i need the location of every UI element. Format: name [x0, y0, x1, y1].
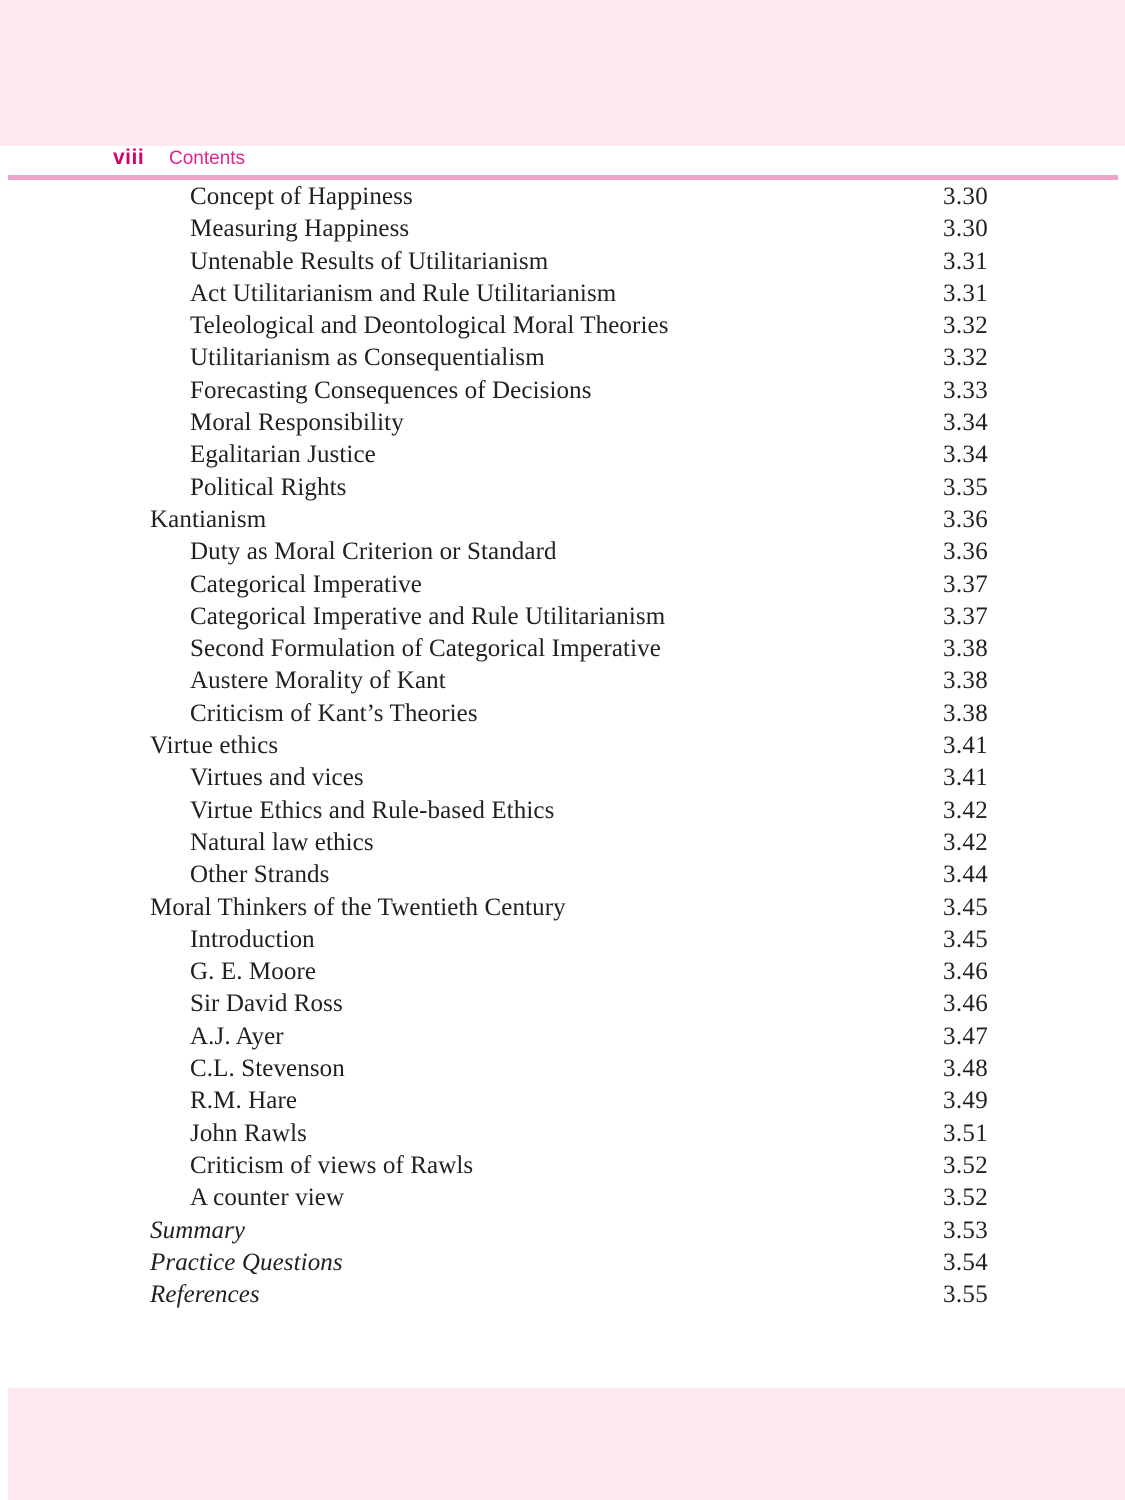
toc-entry-title: Forecasting Consequences of Decisions — [190, 376, 592, 404]
toc-entry[interactable] — [0, 504, 1125, 536]
toc-entry-page-number: 3.52 — [943, 1151, 988, 1179]
toc-entry[interactable] — [0, 1279, 1125, 1311]
toc-entry[interactable] — [0, 730, 1125, 762]
toc-entry-title: Moral Thinkers of the Twentieth Century — [150, 893, 566, 921]
toc-entry[interactable] — [0, 827, 1125, 859]
toc-entry[interactable] — [0, 310, 1125, 342]
toc-entry[interactable] — [0, 1118, 1125, 1150]
toc-entry-title: Austere Morality of Kant — [190, 667, 446, 695]
toc-entry-page-number: 3.42 — [943, 796, 988, 824]
toc-entry-page-number: 3.45 — [943, 925, 988, 953]
toc-entry[interactable] — [0, 213, 1125, 245]
toc-entry-title: Egalitarian Justice — [190, 441, 376, 469]
toc-entry-title: R.M. Hare — [190, 1087, 298, 1115]
toc-entry-page-number: 3.54 — [943, 1248, 988, 1276]
toc-entry-title: Second Formulation of Categorical Imperative — [190, 635, 661, 663]
toc-entry-title: Criticism of Kant’s Theories — [190, 699, 478, 727]
toc-entry-page-number: 3.38 — [943, 667, 988, 695]
toc-entry-page-number: 3.55 — [943, 1281, 988, 1309]
page-top-bleed-band — [0, 0, 1125, 146]
toc-entry-title: A.J. Ayer — [190, 1022, 284, 1050]
toc-entry-title: Teleological and Deontological Moral Theories — [190, 312, 669, 340]
toc-entry-title: Categorical Imperative — [190, 570, 422, 598]
toc-entry-title: Natural law ethics — [190, 828, 374, 856]
toc-entry-title: A counter view — [190, 1184, 345, 1212]
toc-entry[interactable] — [0, 536, 1125, 568]
toc-entry[interactable] — [0, 795, 1125, 827]
toc-entry[interactable] — [0, 569, 1125, 601]
toc-entry-title: Utilitarianism as Consequentialism — [190, 344, 545, 372]
toc-entry[interactable] — [0, 601, 1125, 633]
toc-entry[interactable] — [0, 892, 1125, 924]
toc-entry-title: Act Utilitarianism and Rule Utilitarianism — [190, 279, 617, 307]
toc-entry-title: Untenable Results of Utilitarianism — [190, 247, 549, 275]
toc-entry[interactable] — [0, 472, 1125, 504]
toc-entry-title: G. E. Moore — [190, 958, 317, 986]
toc-entry-title: Introduction — [190, 925, 315, 953]
toc-entry-title: Moral Responsibility — [190, 409, 404, 437]
toc-entry-page-number: 3.47 — [943, 1022, 988, 1050]
toc-entry-page-number: 3.46 — [943, 958, 988, 986]
toc-entry-title: Political Rights — [190, 473, 347, 501]
toc-entry-page-number: 3.36 — [943, 505, 988, 533]
table-of-contents — [0, 181, 1125, 1311]
toc-entry-page-number: 3.44 — [943, 861, 988, 889]
toc-entry-page-number: 3.32 — [943, 344, 988, 372]
toc-entry[interactable] — [0, 988, 1125, 1020]
toc-entry[interactable] — [0, 1182, 1125, 1214]
toc-entry-page-number: 3.33 — [943, 376, 988, 404]
toc-entry-page-number: 3.51 — [943, 1119, 988, 1147]
toc-entry-page-number: 3.36 — [943, 538, 988, 566]
toc-entry[interactable] — [0, 665, 1125, 697]
toc-entry-title: Kantianism — [150, 505, 267, 533]
toc-entry[interactable] — [0, 278, 1125, 310]
toc-entry-title: References — [150, 1281, 260, 1309]
toc-entry-page-number: 3.31 — [943, 247, 988, 275]
toc-entry-page-number: 3.38 — [943, 699, 988, 727]
toc-entry-page-number: 3.34 — [943, 441, 988, 469]
toc-entry-page-number: 3.41 — [943, 732, 988, 760]
toc-entry-page-number: 3.45 — [943, 893, 988, 921]
toc-entry-page-number: 3.35 — [943, 473, 988, 501]
toc-entry-page-number: 3.46 — [943, 990, 988, 1018]
running-head-label: Contents — [169, 148, 246, 169]
toc-entry-title: Virtue ethics — [150, 732, 279, 760]
toc-entry-page-number: 3.30 — [943, 183, 988, 210]
toc-entry[interactable] — [0, 1247, 1125, 1279]
toc-entry[interactable] — [0, 1085, 1125, 1117]
toc-entry[interactable] — [0, 633, 1125, 665]
toc-entry-title: John Rawls — [190, 1119, 307, 1147]
toc-entry-page-number: 3.49 — [943, 1087, 988, 1115]
toc-entry-page-number: 3.30 — [943, 215, 988, 243]
toc-entry[interactable] — [0, 407, 1125, 439]
toc-entry-title: Summary — [150, 1216, 246, 1244]
toc-entry[interactable] — [0, 342, 1125, 374]
toc-entry-title: Other Strands — [190, 861, 330, 889]
toc-entry[interactable] — [0, 375, 1125, 407]
toc-entry-title: Practice Questions — [150, 1248, 343, 1276]
toc-entry[interactable] — [0, 246, 1125, 278]
toc-entry[interactable] — [0, 698, 1125, 730]
toc-entry-title: C.L. Stevenson — [190, 1055, 345, 1083]
toc-entry-page-number: 3.41 — [943, 764, 988, 792]
page-left-gutter — [0, 1388, 8, 1500]
toc-entry-page-number: 3.52 — [943, 1184, 988, 1212]
toc-entry-title: Categorical Imperative and Rule Utilitarianism — [190, 602, 666, 630]
running-head-rule — [8, 175, 1118, 180]
toc-entry[interactable] — [0, 1150, 1125, 1182]
toc-entry-page-number: 3.42 — [943, 828, 988, 856]
toc-entry-page-number: 3.37 — [943, 602, 988, 630]
toc-entry-title: Duty as Moral Criterion or Standard — [190, 538, 557, 566]
toc-entry[interactable] — [0, 762, 1125, 794]
toc-entry-title: Concept of Happiness — [190, 183, 413, 210]
page-folio-number: viii — [113, 146, 145, 169]
toc-entry[interactable] — [0, 956, 1125, 988]
toc-entry-title: Virtue Ethics and Rule-based Ethics — [190, 796, 555, 824]
toc-entry-page-number: 3.53 — [943, 1216, 988, 1244]
toc-entry-page-number: 3.31 — [943, 279, 988, 307]
toc-entry-title: Sir David Ross — [190, 990, 343, 1018]
toc-entry-page-number: 3.38 — [943, 635, 988, 663]
toc-entry-page-number: 3.32 — [943, 312, 988, 340]
toc-entry-title: Virtues and vices — [190, 764, 364, 792]
running-head — [0, 146, 1125, 180]
page-bottom-bleed-band — [0, 1388, 1125, 1500]
toc-entry[interactable] — [0, 924, 1125, 956]
toc-entry[interactable] — [0, 1215, 1125, 1247]
toc-entry[interactable] — [0, 439, 1125, 471]
toc-entry[interactable] — [0, 1053, 1125, 1085]
toc-entry-title: Criticism of views of Rawls — [190, 1151, 474, 1179]
toc-entry-page-number: 3.48 — [943, 1055, 988, 1083]
toc-entry[interactable] — [0, 181, 1125, 213]
toc-entry-title: Measuring Happiness — [190, 215, 410, 243]
toc-entry-page-number: 3.34 — [943, 409, 988, 437]
toc-entry-page-number: 3.37 — [943, 570, 988, 598]
toc-entry[interactable] — [0, 859, 1125, 891]
toc-entry[interactable] — [0, 1021, 1125, 1053]
